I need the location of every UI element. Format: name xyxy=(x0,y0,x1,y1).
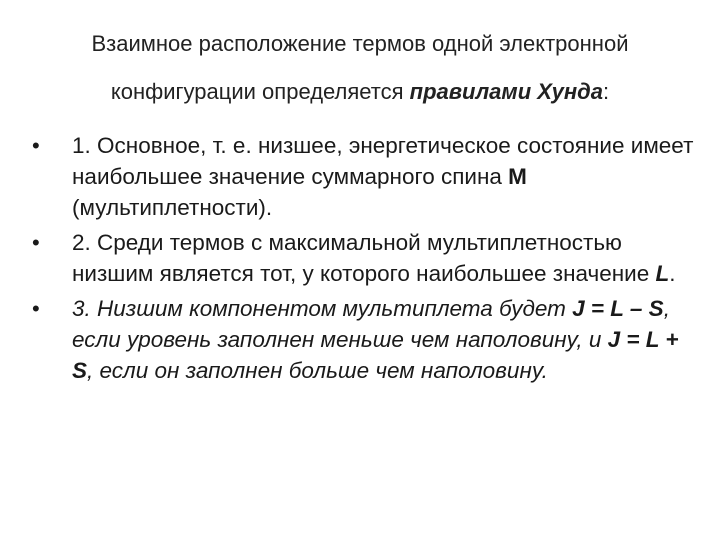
rule-1-bold: M xyxy=(508,164,527,189)
title-line-2-suffix: : xyxy=(602,79,610,104)
title-line-2-prefix: конфигурации определяется xyxy=(110,79,410,104)
bullet-dot-icon: • xyxy=(32,230,40,255)
slide-title-line-1: Взаимное расположение термов одной электронной xyxy=(91,31,629,56)
bullet-dot-icon: • xyxy=(32,296,40,321)
rule-2-bold: L xyxy=(655,261,670,286)
rule-3-formula-2: J = L + S xyxy=(72,327,679,383)
bullet-dot-icon: • xyxy=(32,133,40,158)
rule-2 xyxy=(32,227,702,289)
rule-2-text: 2. Среди термов с максимальной мультиплетностью низшим является тот, у которого наибольшее значение xyxy=(72,230,656,286)
rule-1 xyxy=(32,130,702,223)
rule-1-text-end: (мультиплетности). xyxy=(72,195,273,220)
rule-3-text: 3. Низшим компонентом мультиплета будет xyxy=(72,296,573,321)
slide-title-line-2 xyxy=(0,81,720,103)
rule-2-text-end: . xyxy=(669,261,676,286)
hund-rules-emphasis: правилами Хунда xyxy=(409,79,603,104)
rule-1-text: 1. Основное, т. е. низшее, энергетическое состояние имеет наибольшее значение суммарного спина xyxy=(72,133,694,189)
rule-3-text-mid: , если уровень заполнен меньше чем наполовину, и xyxy=(72,296,670,352)
rule-3-text-end: , если он заполнен больше чем наполовину. xyxy=(87,358,548,383)
rule-3-formula-1: J = L – S xyxy=(572,296,664,321)
rules-list xyxy=(32,130,702,390)
rule-3 xyxy=(32,293,702,386)
